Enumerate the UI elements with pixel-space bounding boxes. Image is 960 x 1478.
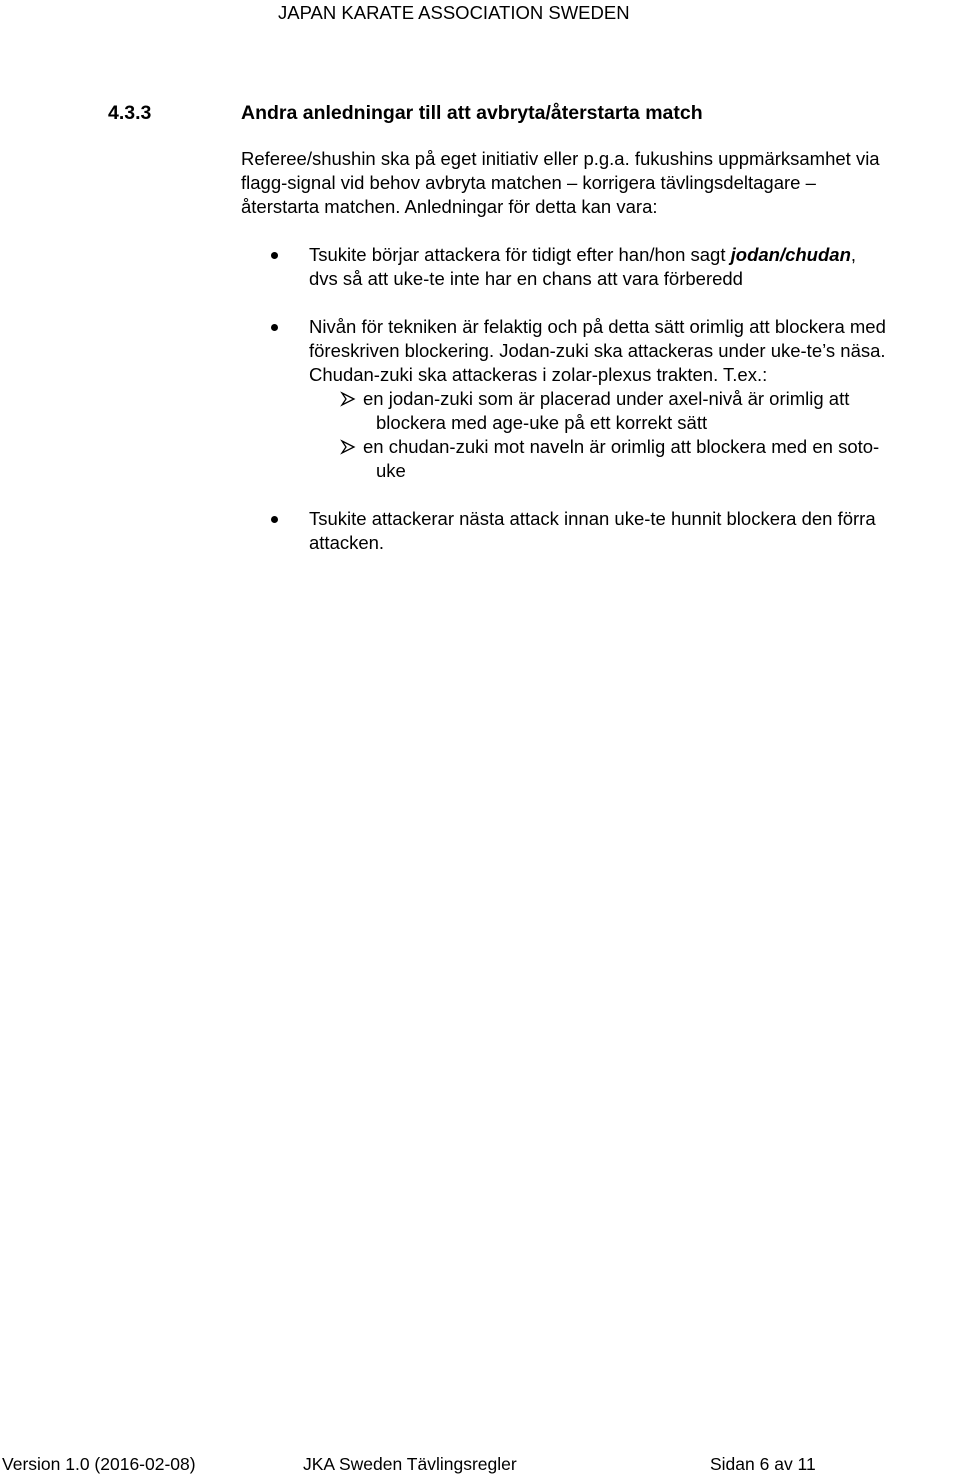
bullet-line-text: Tsukite börjar attackera för tidigt efter han/hon sagt — [309, 244, 731, 265]
arrowhead-bullet-icon — [340, 391, 356, 407]
bullet-line: Chudan-zuki ska attackeras i zolar-plexus trakten. T.ex.: — [309, 364, 768, 385]
footer-document-title: JKA Sweden Tävlingsregler — [303, 1454, 517, 1474]
sub-item-line: uke — [376, 460, 406, 481]
page-header: JAPAN KARATE ASSOCIATION SWEDEN — [278, 2, 630, 23]
section-title: Andra anledningar till att avbryta/återstarta match — [241, 102, 703, 124]
bullet-line: dvs så att uke-te inte har en chans att vara förberedd — [309, 268, 743, 289]
footer-page-number: Sidan 6 av 11 — [710, 1454, 816, 1474]
bullet-line: Nivån för tekniken är felaktig och på detta sätt orimlig att blockera med — [309, 316, 886, 337]
bullet-text — [309, 507, 876, 555]
bullet-line: Tsukite attackerar nästa attack innan uke-te hunnit blockera den förra — [309, 508, 876, 529]
bullet-dot-icon — [271, 516, 278, 523]
sub-item-text — [363, 387, 849, 435]
section-heading — [108, 101, 703, 125]
arrowhead-bullet-icon — [340, 439, 356, 455]
bullet-line — [309, 243, 856, 267]
intro-line: flagg-signal vid behov avbryta matchen – korrigera tävlingsdeltagare – — [241, 172, 816, 193]
bullet-text — [309, 243, 856, 291]
bullet-dot-icon — [271, 324, 278, 331]
sub-item-line: en jodan-zuki som är placerad under axel-nivå är orimlig att — [363, 388, 850, 409]
intro-line: återstarta matchen. Anledningar för detta kan vara: — [241, 196, 658, 217]
sub-item-text — [363, 435, 879, 483]
sub-item-line: blockera med age-uke på ett korrekt sätt — [376, 412, 708, 433]
section-number: 4.3.3 — [108, 102, 152, 124]
bullet-text — [309, 315, 886, 387]
intro-line: Referee/shushin ska på eget initiativ eller p.g.a. fukushins uppmärksamhet via — [241, 148, 880, 169]
emphasis-text: jodan/chudan — [730, 244, 851, 265]
intro-paragraph — [241, 147, 956, 219]
bullet-dot-icon — [271, 252, 278, 259]
bullet-line-text: , — [850, 244, 857, 265]
bullet-line: föreskriven blockering. Jodan-zuki ska attackeras under uke-te’s näsa. — [309, 340, 886, 361]
bullet-line: attacken. — [309, 532, 385, 553]
sub-item-line: en chudan-zuki mot naveln är orimlig att blockera med en soto- — [363, 436, 880, 457]
footer-version: Version 1.0 (2016-02-08) — [2, 1454, 196, 1474]
page-footer — [0, 1452, 960, 1476]
